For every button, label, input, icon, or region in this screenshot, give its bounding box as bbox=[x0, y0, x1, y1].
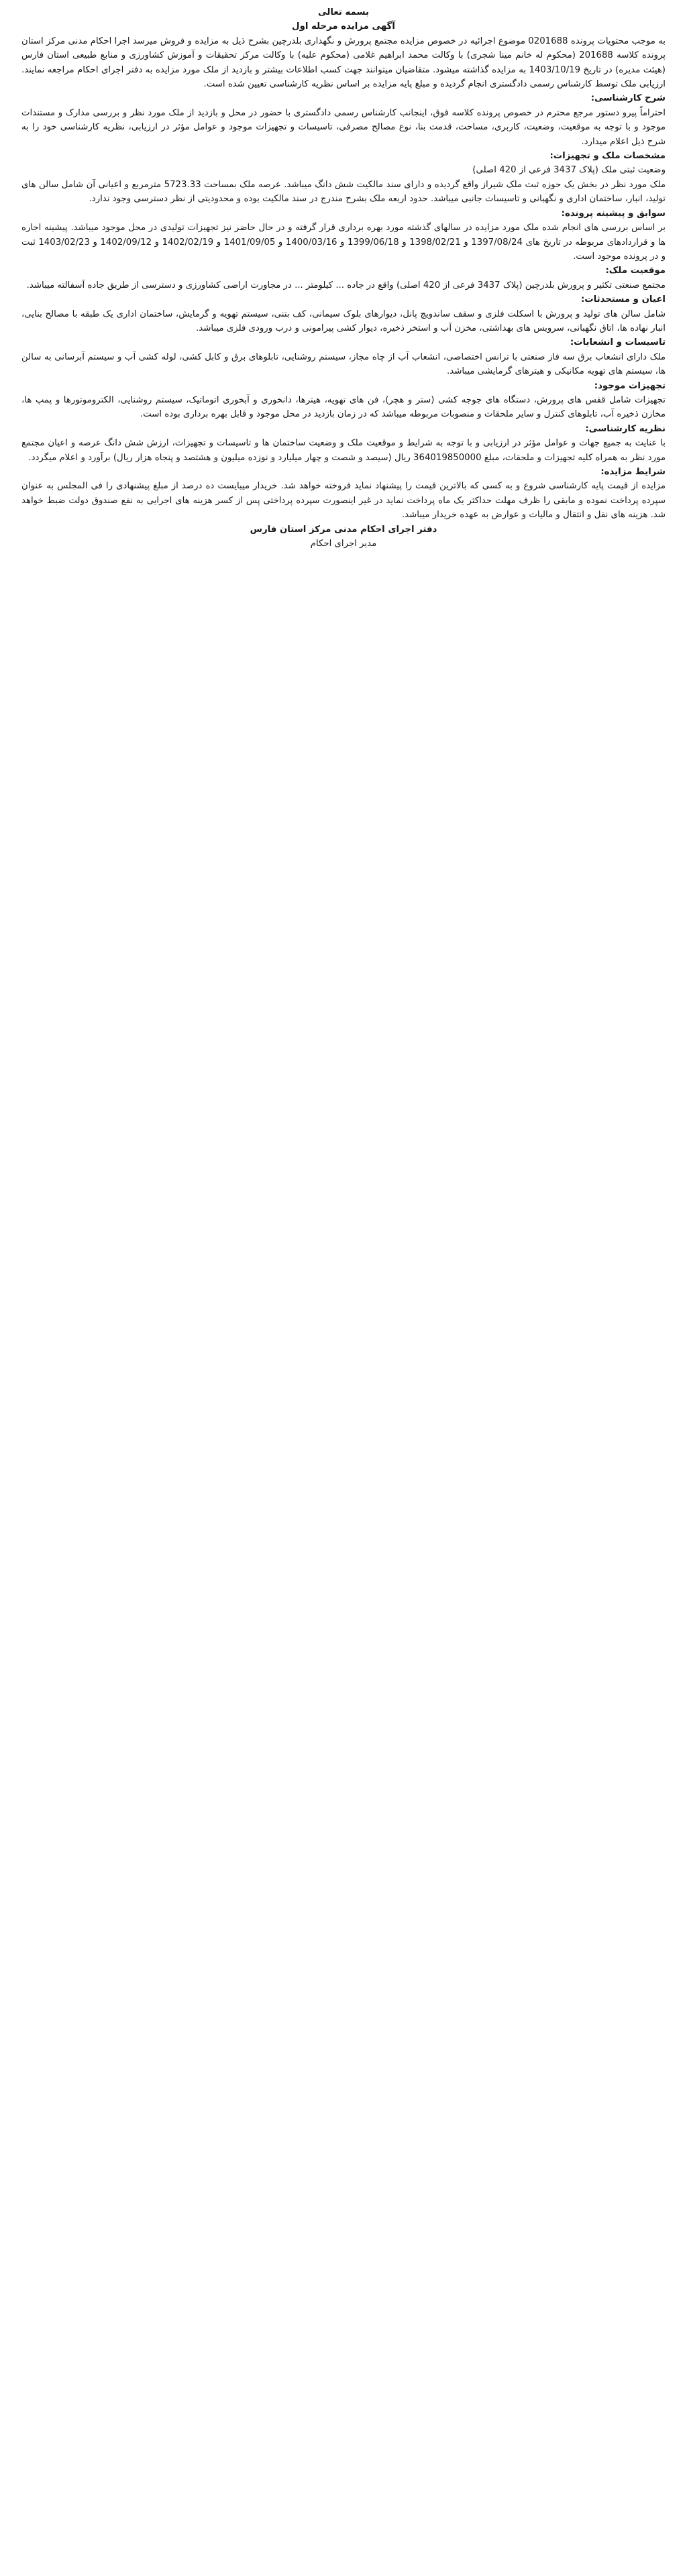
section-heading: موقعیت ملک: bbox=[605, 266, 666, 276]
section-heading: تاسیسات و انشعابات: bbox=[570, 337, 666, 348]
section-body: با عنایت به جمیع جهات و عوامل مؤثر در ارزیابی و با توجه به شرایط و موقعیت ملک و وضعیت ساختمان ها و تاسیسات و تجهیزات، ارزش شش دانگ عرصه و اعیان مجتمع مورد نظر به همراه کلیه تجهیزات و ملحقات، مبلغ 364019850000 ریال (سیصد و شصت و چهار میلیارد و نوزده میلیون و هشتصد و پنجاه هزار ریال) برآورد و اعلام میگردد. bbox=[21, 438, 666, 463]
section-body: مجتمع صنعتی تکثیر و پرورش بلدرچین (پلاک 3437 فرعی از 420 اصلی) واقع در جاده ... کیلومتر ... در مجاورت اراضی کشاورزی و دسترسی از طریق جاده آسفالته میباشد. bbox=[26, 280, 666, 290]
section-heading: اعیان و مستحدثات: bbox=[580, 294, 666, 305]
section-body: مزایده از قیمت پایه کارشناسی شروع و به کسی که بالاترین قیمت را پیشنهاد نماید فروخته خواهد شد. خریدار میبایست ده درصد از مبلغ پیشنهادی را فی المجلس به عنوان سپرده پرداخت نموده و مابقی را ظرف مهلت حداکثر یک ماه پرداخت نماید در غیر اینصورت سپرده پرداختی پس از کسر هزینه های اجرایی به نفع صندوق دولت ضبط خواهد شد. هزینه های نقل و انتقال و مالیات و عوارض به عهده خریدار میباشد. bbox=[21, 481, 666, 521]
section-heading: شرح کارشناسی: bbox=[590, 93, 666, 104]
section-body: تجهیزات شامل قفس های پرورش، دستگاه های جوجه کشی (ستر و هچر)، فن های تهویه، هیترها، دانخوری و آبخوری اتوماتیک، سیستم روشنایی، الکتروموتورها و پمپ ها، مخازن ذخیره آب، تابلوهای کنترل و سایر ملحقات و منصوبات مربوطه میباشد که در زمان بازدید در محل موجود و قابل بهره برداری بوده است. bbox=[21, 394, 666, 420]
signer: مدیر اجرای احکام bbox=[310, 539, 377, 549]
section-body: بر اساس بررسی های انجام شده ملک مورد مزایده در سالهای گذشته مورد بهره برداری قرار گرفته و در حال حاضر نیز تجهیزات تولیدی در محل موجود میباشد. پیشینه اجاره ها و قراردادهای مربوطه در تاریخ های 1397/08/24 و 1398/02/21 و 1399/06/18 و 1400/03/16 و 1401/09/05 و 1402/02/19 و 1402/09/12 و 1403/02/23 ثبت و در پرونده موجود است. bbox=[21, 223, 666, 262]
section-body: ملک مورد نظر در بخش یک حوزه ثبت ملک شیراز واقع گردیده و دارای سند مالکیت شش دانگ میباشد. عرصه ملک بمساحت 5723.33 مترمربع و اعیانی آن شامل سالن های تولید، انبار، ساختمان اداری و نگهبانی و تاسیسات جانبی میباشد. حدود اربعه ملک بشرح مندرج در سند مالکیت بوده و محدودیتی از نظر دسترسی وجود ندارد. bbox=[21, 179, 666, 205]
sections-container bbox=[21, 91, 666, 522]
section-body: وضعیت ثبتی ملک (پلاک 3437 فرعی از 420 اصلی) bbox=[472, 165, 666, 176]
intro-paragraph: به موجب محتویات پرونده 0201688 موضوع اجرائیه در خصوص مزایده مجتمع پرورش و نگهداری بلدرچین بشرح ذیل به مزایده و فروش میرسد اجرا احکام مدنی مرکز استان پرونده کلاسه 201688 (محکوم له خانم مینا شجری) با وکالت محمد ابراهیم غلامی (محکوم علیه) با وکالت مرکز تحقیقات و آموزش کشاورزی و منابع طبیعی استان فارس (هیئت مدیره) در تاریخ 1403/10/19 به مزایده گذاشته میشود. متقاضیان میتوانند جهت کسب اطلاعات بیشتر و بازدید از ملک مورد مزایده به دفتر اجرای احکام مراجعه نمایند. ارزیابی ملک توسط کارشناس رسمی دادگستری انجام گردیده و مبلغ پایه مزایده بر اساس نظریه کارشناسی تعیین شده است. bbox=[21, 36, 666, 90]
notice-document bbox=[11, 0, 676, 551]
section-body: ملک دارای انشعاب برق سه فاز صنعتی با ترانس اختصاصی، انشعاب آب از چاه مجاز، سیستم روشنایی، تابلوهای برق و کابل کشی، لوله کشی آب و سیستم آبرسانی به سالن ها، سیستم های تهویه مکانیکی و هیترهای گرمایشی میباشد. bbox=[21, 352, 666, 377]
notice-title: آگهی مزایده مرحله اول bbox=[292, 21, 395, 32]
section-heading: مشخصات ملک و تجهیزات: bbox=[549, 151, 666, 162]
section-heading: تجهیزات موجود: bbox=[594, 380, 666, 391]
section-body: احتراماً پیرو دستور مرجع محترم در خصوص پرونده کلاسه فوق، اینجانب کارشناس رسمی دادگستری با حضور در محل و بازدید از ملک مورد نظر و بررسی مدارک و مستندات موجود و با توجه به موقعیت، وضعیت، کاربری، مساحت، قدمت بنا، نوع مصالح مصرفی، تاسیسات و تجهیزات موجود و عوامل مؤثر در ارزیابی، نظریه کارشناسی خود را به شرح ذیل اعلام میدارد. bbox=[21, 107, 666, 147]
section-heading: نظریه کارشناسی: bbox=[585, 423, 666, 434]
office-name: دفتر اجرای احکام مدنی مرکز استان فارس bbox=[250, 524, 437, 535]
basmala: بسمه تعالی bbox=[317, 7, 370, 17]
section-body: شامل سالن های تولید و پرورش با اسکلت فلزی و سقف ساندویچ پانل، دیوارهای بلوک سیمانی، کف بتنی، سیستم تهویه و گرمایش، ساختمان اداری یک طبقه با مصالح بنایی، انبار نهاده ها، اتاق نگهبانی، سرویس های بهداشتی، مخزن آب و استخر ذخیره، دیوار کشی پیرامونی و درب ورودی فلزی میباشد. bbox=[21, 309, 666, 333]
section-heading: شرایط مزایده: bbox=[600, 467, 666, 477]
section-heading: سوابق و پیشینه پرونده: bbox=[561, 208, 666, 219]
